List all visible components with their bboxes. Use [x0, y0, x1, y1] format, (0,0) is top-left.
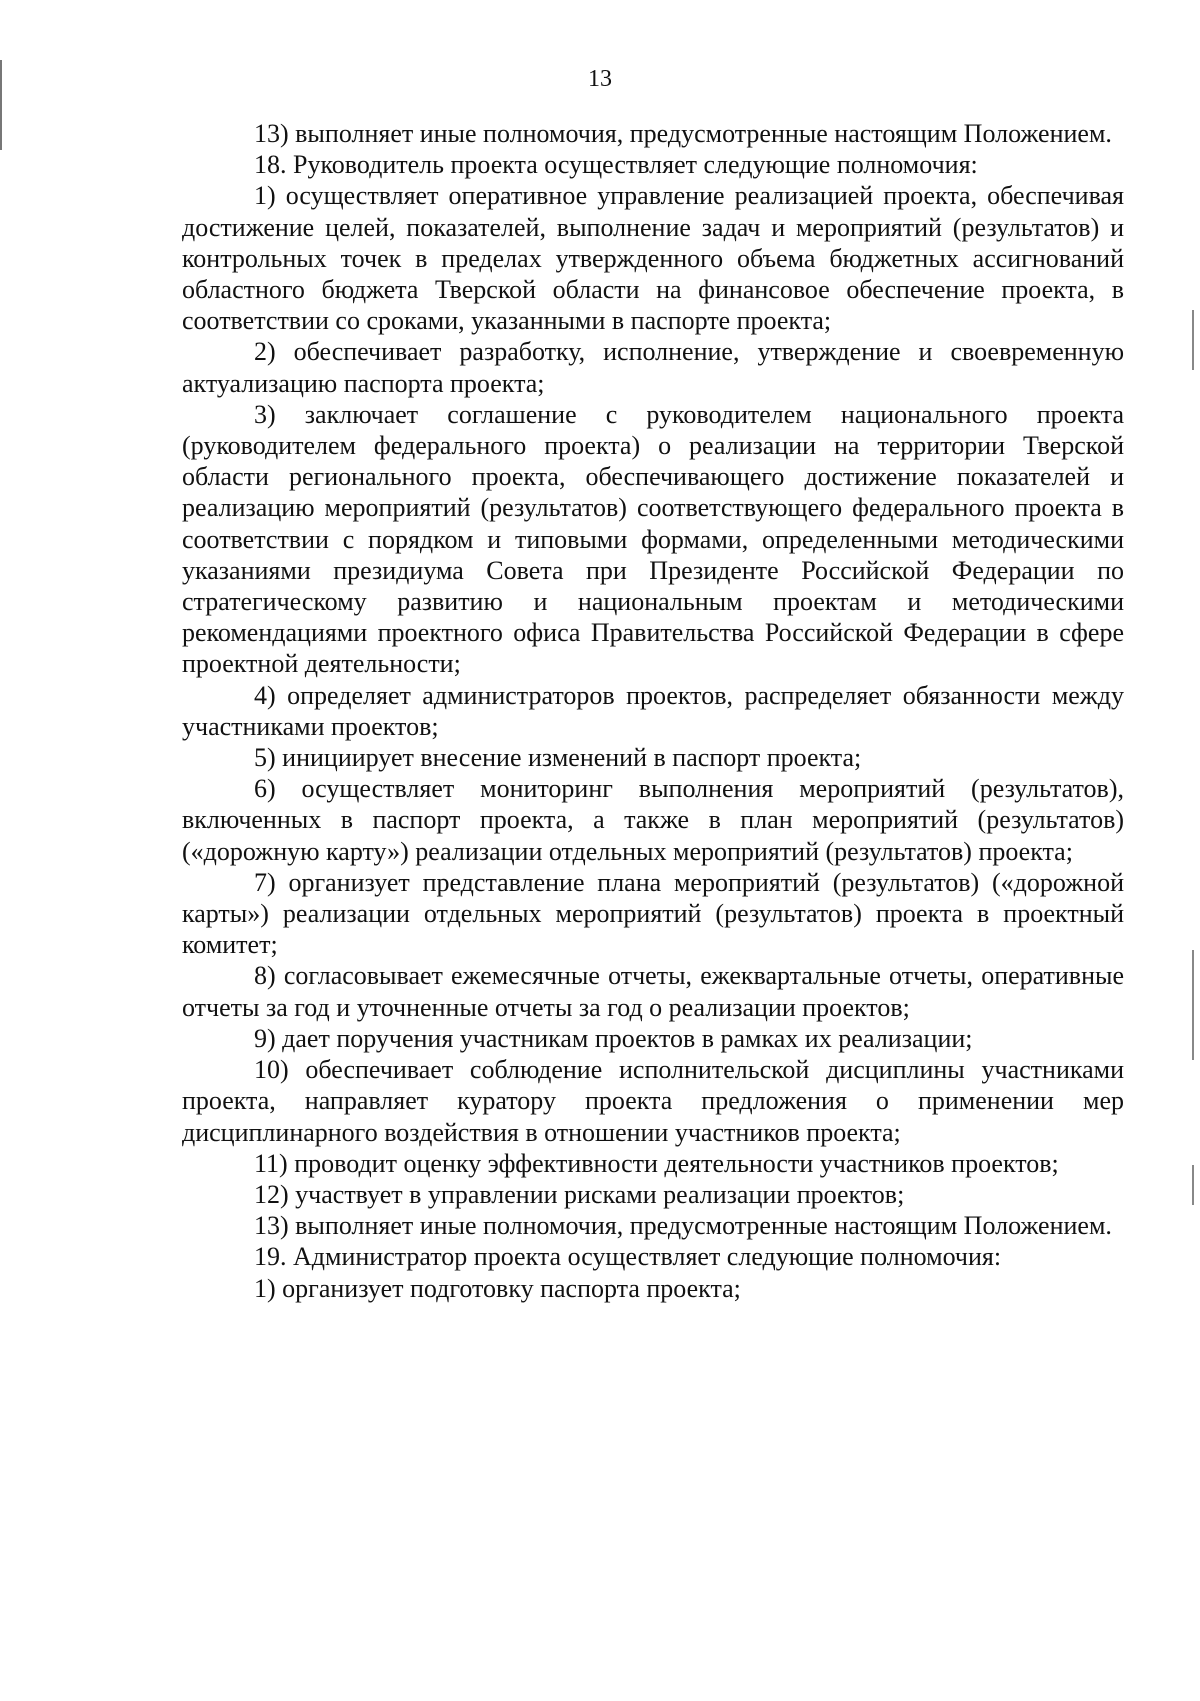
paragraph: 4) определяет администраторов проектов, распределяет обязанности между участниками проектов;: [182, 680, 1124, 741]
paragraph: 11) проводит оценку эффективности деятельности участников проектов;: [254, 1148, 1059, 1178]
paragraph: 1) организует подготовку паспорта проекта;: [254, 1273, 741, 1303]
page-number: 13: [588, 66, 612, 92]
scan-edge-right: [1192, 310, 1194, 370]
paragraph: 5) инициирует внесение изменений в паспорт проекта;: [254, 743, 862, 773]
scan-edge-right: [1192, 1165, 1194, 1205]
paragraph: 18. Руководитель проекта осуществляет следующие полномочия:: [254, 150, 978, 180]
scan-edge-right: [1192, 950, 1194, 1060]
paragraph: 13) выполняет иные полномочия, предусмотренные настоящим Положением.: [254, 119, 1112, 148]
paragraph: 3) заключает соглашение с руководителем национального проекта (руководителем федерального проекта) о реализации на территории Тверской области регионального проекта, обеспечивающего достижение показателей и реализацию мероприятий (результатов) соответствующего федерального проекта в соответствии с порядком и типовыми формами, определенными методическими указаниями президиума Совета при Президенте Российской Федерации по стратегическому развитию и национальным проектам и методическими рекомендациями проектного офиса Правительства Российской Федерации в сфере проектной деятельности;: [182, 399, 1124, 679]
document-body: [182, 118, 1124, 1304]
paragraph: 12) участвует в управлении рисками реализации проектов;: [254, 1179, 905, 1209]
paragraph: 6) осуществляет мониторинг выполнения мероприятий (результатов), включенных в паспорт проекта, а также в план мероприятий (результатов) («дорожную карту») реализации отдельных мероприятий (результатов) проекта;: [182, 774, 1124, 866]
paragraph: 10) обеспечивает соблюдение исполнительской дисциплины участниками проекта, направляет куратору проекта предложения о применении мер дисциплинарного воздействия в отношении участников проекта;: [182, 1055, 1124, 1147]
paragraph: 2) обеспечивает разработку, исполнение, утверждение и своевременную актуализацию паспорта проекта;: [182, 337, 1124, 398]
paragraph: 13) выполняет иные полномочия, предусмотренные настоящим Положением.: [254, 1211, 1112, 1241]
paragraph: 1) осуществляет оперативное управление реализацией проекта, обеспечивая достижение целей, показателей, выполнение задач и мероприятий (результатов) и контрольных точек в пределах утвержденного объема бюджетных ассигнований областного бюджета Тверской области на финансовое обеспечение проекта, в соответствии со сроками, указанными в паспорте проекта;: [182, 181, 1124, 336]
paragraph: 9) дает поручения участникам проектов в рамках их реализации;: [254, 1023, 973, 1053]
paragraph: 19. Администратор проекта осуществляет следующие полномочия:: [254, 1242, 1002, 1272]
paragraph: 8) согласовывает ежемесячные отчеты, ежеквартальные отчеты, оперативные отчеты за год и уточненные отчеты за год о реализации проектов;: [182, 961, 1124, 1022]
paragraph: 7) организует представление плана мероприятий (результатов) («дорожной карты») реализации отдельных мероприятий (результатов) проекта в проектный комитет;: [182, 867, 1124, 960]
